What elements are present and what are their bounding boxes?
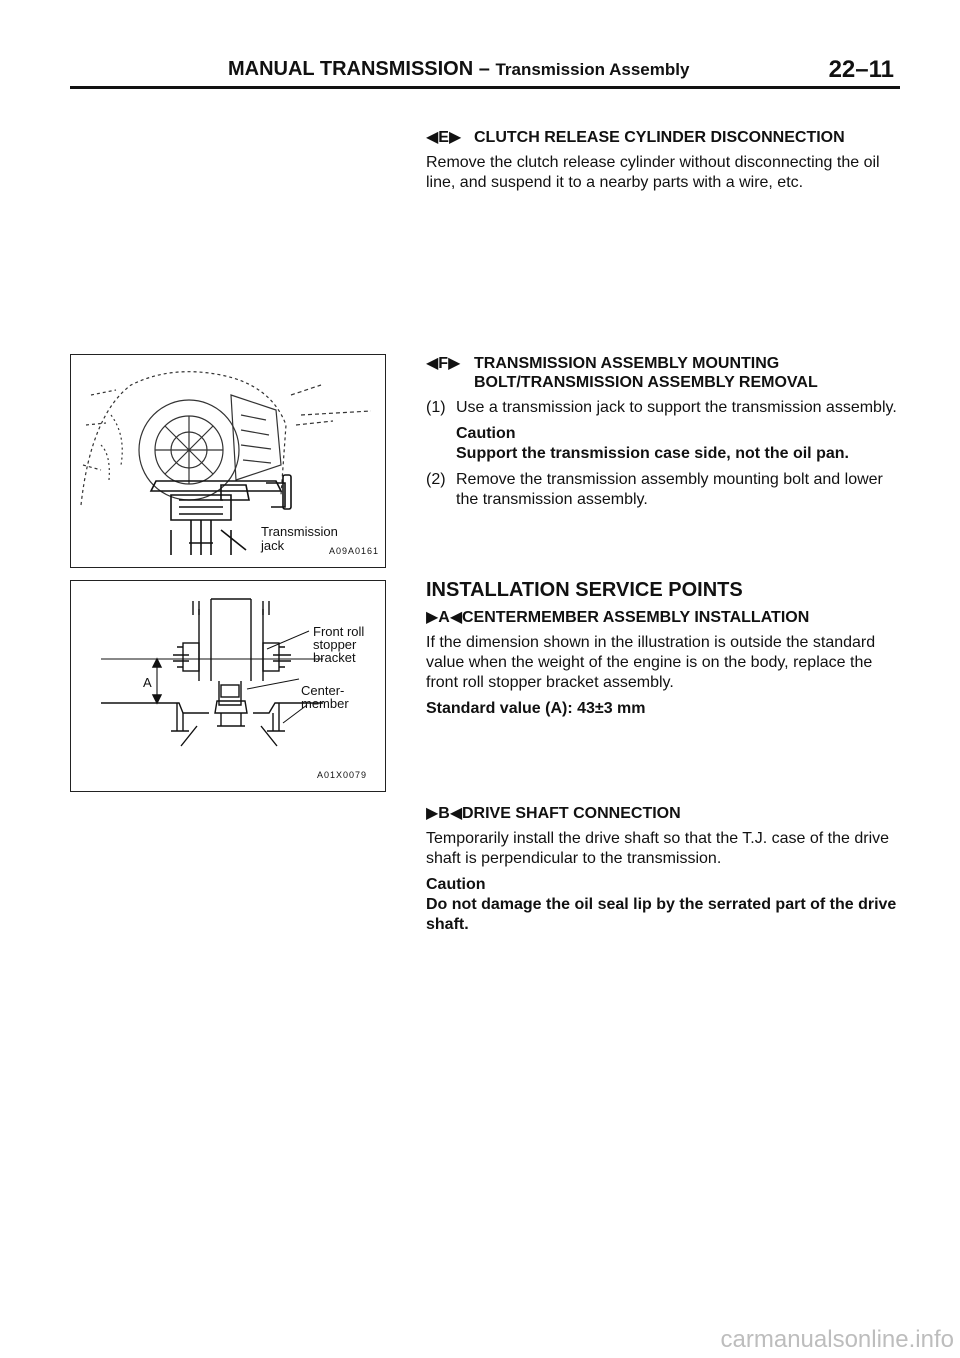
section-a-icon: ▶A◀	[426, 609, 463, 626]
step-2-text: Remove the transmission assembly mounting bolt and lower the transmission assembly.	[456, 471, 883, 508]
installation-heading: INSTALLATION SERVICE POINTS	[426, 579, 743, 601]
section-a-body: If the dimension shown in the illustration is outside the standard value when the weight of the engine is on the body, replace the front roll stopper bracket assembly.	[426, 634, 876, 691]
section-installation	[426, 578, 902, 719]
step-1	[426, 398, 902, 418]
section-a-heading: CENTERMEMBER ASSEMBLY INSTALLATION	[462, 609, 810, 626]
step-2-number: (2)	[426, 471, 446, 488]
figure-label-bracket: bracket	[313, 650, 356, 665]
step-2	[426, 470, 902, 510]
figure-label-front-roll: Front roll	[313, 624, 365, 639]
section-b-heading: DRIVE SHAFT CONNECTION	[462, 805, 681, 822]
figure-label-stopper: stopper	[313, 637, 357, 652]
figure-label-member: member	[301, 696, 349, 711]
figure-label-jack: jack	[261, 538, 285, 553]
page-header	[70, 56, 900, 92]
section-e-icon: ◀E▶	[426, 129, 462, 146]
section-transmission-removal	[426, 354, 902, 510]
page-title	[228, 58, 689, 81]
step-1-number: (1)	[426, 399, 446, 416]
section-a-heading-row	[426, 608, 902, 627]
figure-transmission-jack	[70, 354, 386, 568]
section-f-heading-line1: TRANSMISSION ASSEMBLY MOUNTING	[474, 355, 780, 372]
page-number: 22–11	[828, 56, 894, 83]
transmission-jack-illustration	[71, 355, 385, 567]
caution-label: Caution	[426, 876, 486, 893]
section-e-body: Remove the clutch release cylinder without disconnecting the oil line, and suspend it to a nearby parts with a wire, etc.	[426, 154, 880, 191]
title-main: MANUAL TRANSMISSION	[228, 58, 474, 80]
title-sub: Transmission Assembly	[495, 60, 690, 79]
header-rule	[70, 86, 900, 89]
figure-label-a: A	[143, 675, 152, 690]
figure-code: A09A0161	[329, 546, 380, 556]
section-b-icon: ▶B◀	[426, 805, 463, 822]
section-heading	[426, 128, 902, 147]
section-drive-shaft	[426, 804, 902, 935]
step-1-text: Use a transmission jack to support the transmission assembly.	[456, 399, 897, 416]
figure-label-transmission: Transmission	[261, 524, 338, 539]
caution-text: Support the transmission case side, not the oil pan.	[456, 445, 849, 462]
title-dash: –	[473, 58, 496, 80]
section-heading	[426, 354, 902, 373]
figure-label-center: Center-	[301, 683, 345, 698]
figure-code: A01X0079	[317, 770, 368, 780]
watermark: carmanualsonline.info	[720, 1326, 954, 1353]
section-f-icon: ◀F▶	[426, 355, 461, 372]
figure-centermember	[70, 580, 386, 792]
section-b-body: Temporarily install the drive shaft so that the T.J. case of the drive shaft is perpendicular to the transmission.	[426, 830, 890, 867]
section-clutch-release	[426, 128, 902, 193]
section-e-heading: CLUTCH RELEASE CYLINDER DISCONNECTION	[474, 129, 845, 146]
section-f-heading-line2: BOLT/TRANSMISSION ASSEMBLY REMOVAL	[474, 374, 818, 391]
section-b-caution	[426, 875, 902, 935]
caution-label: Caution	[456, 425, 516, 442]
caution-block	[426, 424, 902, 464]
caution-text: Do not damage the oil seal lip by the serrated part of the drive shaft.	[426, 896, 897, 933]
standard-value: Standard value (A): 43±3 mm	[426, 700, 646, 717]
section-heading	[426, 804, 902, 823]
